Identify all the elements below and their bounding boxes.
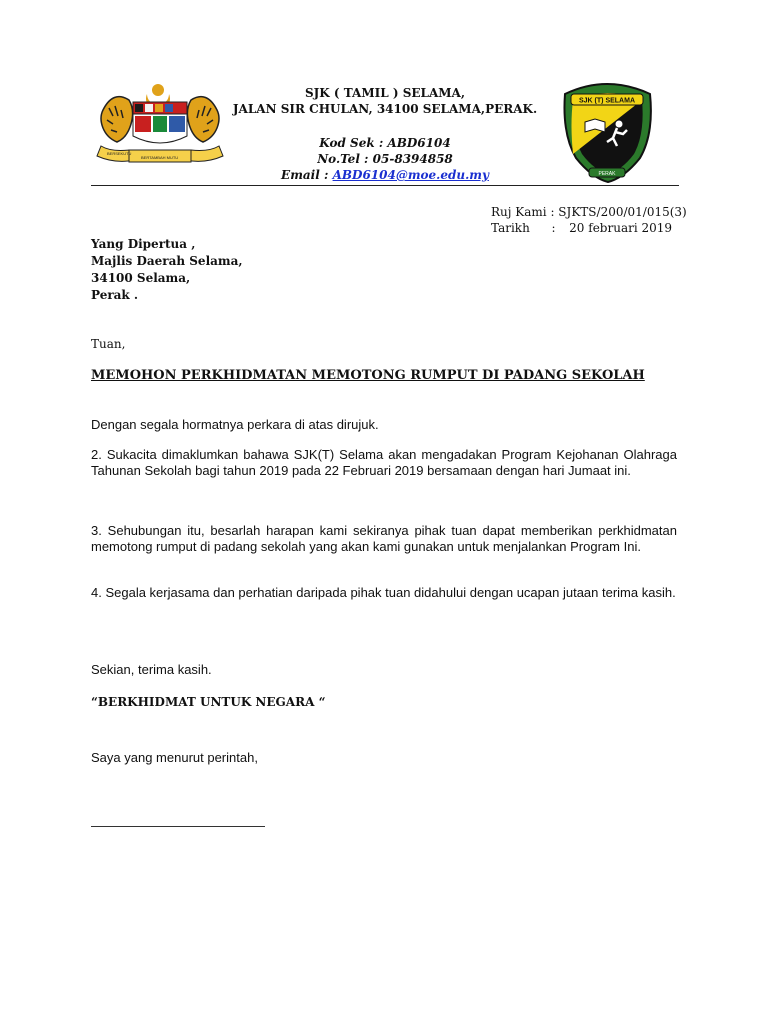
date-value: 20 februari 2019 bbox=[569, 221, 673, 235]
coat-of-arms-motto-right: BERTAMBAH MUTU bbox=[141, 155, 179, 160]
email-label: Email : bbox=[281, 168, 333, 182]
body-paragraph-2: 2. Sukacita dimaklumkan bahawa SJK(T) Selama akan mengadakan Program Kejohanan Olahraga Tahunan Sekolah bagi tahun 2019 pada 22 Februari 2019 bersamaan dengan hari Jumaat ini. bbox=[91, 447, 677, 478]
school-code: Kod Sek : ABD6104 bbox=[319, 136, 451, 150]
date-label: Tarikh bbox=[491, 221, 530, 235]
recipient-line: Yang Dipertua , bbox=[91, 237, 196, 251]
recipient-address bbox=[91, 236, 243, 304]
recipient-line: 34100 Selama, bbox=[91, 271, 191, 285]
date-separator: : bbox=[551, 221, 556, 235]
salutation: Tuan, bbox=[91, 337, 126, 351]
closing-thanks: Sekian, terima kasih. bbox=[91, 662, 212, 677]
school-name: SJK ( TAMIL ) SELAMA, bbox=[304, 86, 466, 100]
letter-subject: MEMOHON PERKHIDMATAN MEMOTONG RUMPUT DI PADANG SEKOLAH bbox=[91, 368, 645, 383]
reference-number: Ruj Kami : SJKTS/200/01/015(3) bbox=[491, 205, 687, 219]
email-link[interactable]: ABD6104@moe.edu.my bbox=[332, 168, 489, 182]
signature-line bbox=[91, 826, 265, 827]
school-email-line bbox=[200, 168, 570, 182]
body-paragraph-4: 4. Segala kerjasama dan perhatian daripada pihak tuan didahului dengan ucapan jutaan terima kasih. bbox=[91, 585, 676, 600]
body-paragraph-1: Dengan segala hormatnya perkara di atas dirujuk. bbox=[91, 417, 379, 432]
coat-of-arms-motto-left: BERSEKUTU bbox=[107, 151, 132, 156]
school-phone: No.Tel : 05-8394858 bbox=[317, 152, 453, 166]
date-line bbox=[491, 221, 672, 235]
crest-bottom-text: PERAK bbox=[598, 171, 616, 177]
crest-banner-text: SJK (T) SELAMA bbox=[579, 97, 635, 105]
header-divider bbox=[91, 185, 679, 186]
school-address: JALAN SIR CHULAN, 34100 SELAMA,PERAK. bbox=[232, 102, 538, 116]
recipient-line: Perak . bbox=[91, 288, 139, 302]
school-crest-logo bbox=[555, 76, 660, 184]
closing-motto: “BERKHIDMAT UNTUK NEGARA “ bbox=[91, 695, 326, 709]
recipient-line: Majlis Daerah Selama, bbox=[91, 254, 243, 268]
body-paragraph-3: 3. Sehubungan itu, besarlah harapan kami sekiranya pihak tuan dapat memberikan perkhidmatan memotong rumput di padang sekolah yang akan kami gunakan untuk menjalankan Program Ini. bbox=[91, 523, 677, 554]
closing-order: Saya yang menurut perintah, bbox=[91, 750, 258, 765]
